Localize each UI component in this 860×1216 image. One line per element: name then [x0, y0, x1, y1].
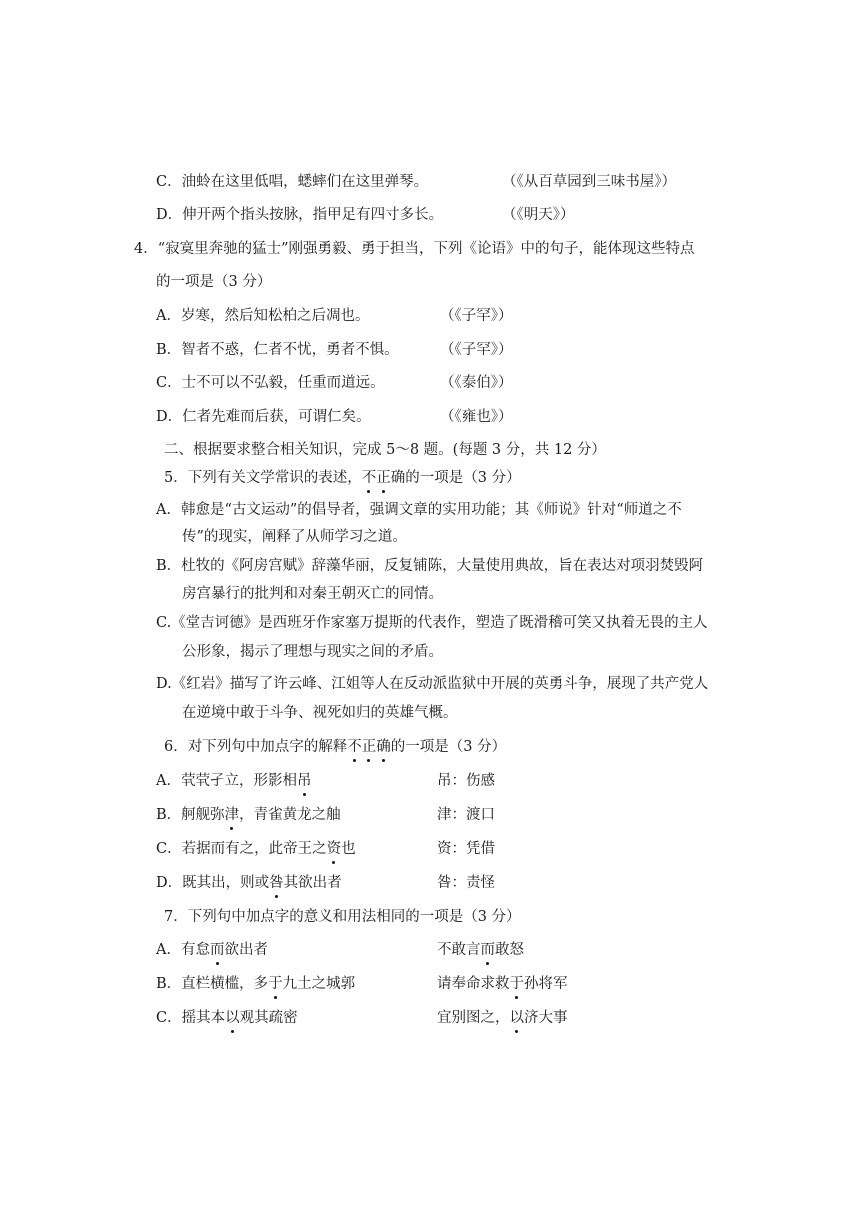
q7-option-a-compare-pre: 不敢言	[437, 942, 481, 958]
q7-option-b-text: B．直栏横槛，多	[156, 976, 269, 992]
q6-option-d-text: D．既其出，则或	[156, 875, 270, 891]
q6-option-a-gloss: 吊：伤感	[437, 773, 495, 789]
emphasis-dot-char: 津	[224, 807, 240, 823]
q6-stem-post: 的一项是（3 分）	[390, 739, 507, 755]
q6-option-c-text-post: 也	[341, 841, 356, 857]
q7-option-b-compare	[437, 974, 568, 994]
emphasis-dot-char: 于	[268, 976, 283, 992]
emphasis-dot-char: 不	[361, 470, 377, 486]
q6-option-c	[156, 839, 356, 859]
q4-option-a: A．岁寒，然后知松柏之后凋也。	[156, 308, 370, 324]
q7-option-a-compare-post: 敢怒	[495, 942, 524, 958]
q3-option-d-source: （《明天》）	[502, 207, 575, 223]
q7-option-a-compare	[437, 940, 524, 960]
q7-option-b-compare-post: 孙将军	[524, 976, 568, 992]
q4-option-b: B．智者不惑，仁者不忧，勇者不惧。	[156, 342, 399, 358]
q4-option-c-source: （《泰伯》）	[440, 375, 513, 391]
q7-option-b-compare-pre: 请奉命求救	[437, 976, 510, 992]
q7-option-b	[156, 974, 355, 994]
q4-option-b-source: （《子罕》）	[440, 342, 513, 358]
q7-option-b-text-post: 九土之城郭	[282, 976, 356, 992]
q4-stem-line2: 的一项是（3 分）	[156, 274, 272, 290]
q4-option-c: C．士不可以不弘毅，任重而道远。	[156, 375, 385, 391]
q6-option-b-text: B．舸舰弥	[156, 807, 225, 823]
q6-option-d	[156, 873, 342, 893]
emphasis-dot-char: 咎	[269, 875, 284, 891]
q5-stem-post: 确的一项是（3 分）	[390, 470, 521, 486]
q6-stem-pre: 6．对下列句中加点字的解释	[164, 739, 348, 755]
q5-stem-pre: 5．下列有关文学常识的表述，	[164, 470, 362, 486]
q4-option-a-source: （《子罕》）	[440, 308, 513, 324]
q6-option-a-text: A．茕茕孑立，形影相	[156, 773, 297, 789]
q7-option-c-compare-post: 济大事	[524, 1010, 568, 1026]
q5-option-d-line2: 在逆境中敢于斗争、视死如归的英雄气概。	[182, 705, 458, 721]
emphasis-dot-char: 于	[509, 976, 524, 992]
q7-option-a-text: A．有怠	[156, 942, 210, 958]
q3-option-c: C．油蛉在这里低唱，蟋蟀们在这里弹琴。	[156, 174, 429, 190]
q7-option-c-compare-pre: 宜别图之，	[437, 1010, 510, 1026]
q7-option-c-compare	[437, 1008, 568, 1028]
q6-option-d-gloss: 咎：责怪	[437, 875, 495, 891]
emphasis-dot-char: 吊	[296, 773, 312, 789]
emphasis-dot-char: 正	[376, 470, 391, 486]
q5-option-b-line1: B．杜牧的《阿房宫赋》辞藻华丽，反复铺陈，大量使用典故，旨在表达对项羽焚毁阿	[156, 558, 704, 574]
q4-stem-line1: 4．“寂寞里奔驰的猛士”刚强勇毅、勇于担当，下列《论语》中的句子，能体现这些特点	[134, 241, 695, 257]
q6-stem	[164, 737, 506, 757]
q3-option-c-source: （《从百草园到三味书屋》）	[502, 174, 676, 190]
q6-option-d-text-post: 其欲出者	[283, 875, 342, 891]
q5-option-d-line1: D.《红岩》描写了许云峰、江姐等人在反动派监狱中开展的英勇斗争，展现了共产党人	[156, 676, 709, 692]
q5-option-c-line2: 公形象，揭示了理想与现实之间的矛盾。	[182, 644, 443, 660]
q6-option-b	[156, 805, 341, 825]
emphasis-dot-char: 而	[209, 942, 225, 958]
q5-option-c-line1: C.《堂吉诃德》是西班牙作家塞万提斯的代表作，塑造了既滑稽可笑又执着无畏的主人	[156, 615, 708, 631]
q7-option-c-text: C．摇其本	[156, 1010, 226, 1026]
q6-option-b-gloss: 津：渡口	[437, 807, 495, 823]
emphasis-dot-char: 以	[509, 1010, 524, 1026]
q7-option-a	[156, 940, 268, 960]
q6-option-c-text: C．若据而有之，此帝王之	[156, 841, 327, 857]
q6-option-b-text-post: ，青雀黄龙之舳	[239, 807, 341, 823]
emphasis-dot-char: 正	[361, 739, 377, 755]
q6-option-a	[156, 771, 311, 791]
q7-stem: 7．下列句中加点字的意义和用法相同的一项是（3 分）	[164, 909, 521, 925]
q7-option-c	[156, 1008, 298, 1028]
q3-option-d: D．伸开两个指头按脉，指甲足有四寸多长。	[156, 207, 444, 223]
q5-option-a-line2: 传”的现实，阐释了从师学习之道。	[182, 529, 407, 545]
q5-option-a-line1: A．韩愈是“古文运动”的倡导者，强调文章的实用功能；其《师说》针对“师道之不	[156, 502, 682, 518]
section-heading: 二、根据要求整合相关知识，完成 5～8 题。(每题 3 分，共 12 分）	[164, 442, 606, 458]
q4-option-d-source: （《雍也》）	[440, 409, 513, 425]
emphasis-dot-char: 而	[480, 942, 495, 958]
emphasis-dot-char: 以	[225, 1010, 240, 1026]
q4-option-d: D．仁者先难而后获，可谓仁矣。	[156, 409, 371, 425]
q7-option-c-text-post: 观其疏密	[239, 1010, 298, 1026]
q5-option-b-line2: 房宫暴行的批判和对秦王朝灭亡的同情。	[182, 586, 443, 602]
emphasis-dot-char: 资	[326, 841, 342, 857]
emphasis-dot-char: 不	[347, 739, 362, 755]
q5-stem	[164, 468, 521, 488]
q6-option-c-gloss: 资：凭借	[437, 841, 495, 857]
q7-option-a-text-post: 欲出者	[224, 942, 268, 958]
emphasis-dot-char: 确	[376, 739, 391, 755]
